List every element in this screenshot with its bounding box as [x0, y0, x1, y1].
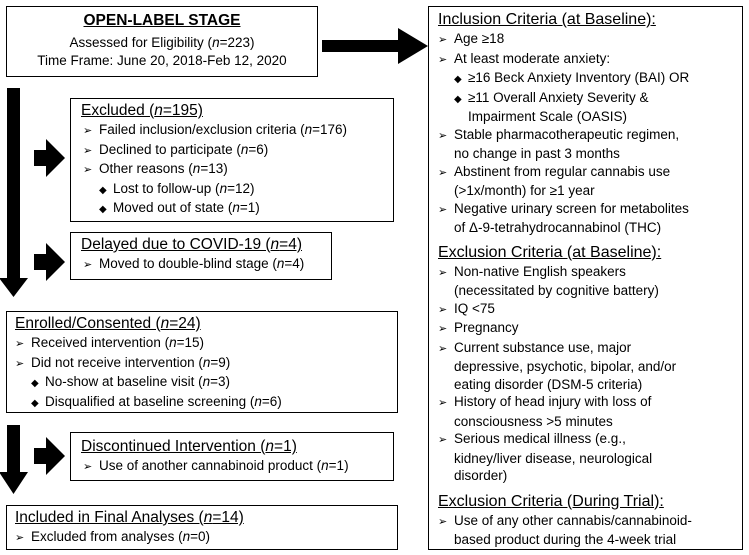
criteria-item: ➢ At least moderate anxiety:	[438, 50, 742, 70]
arrow-bullet-icon: ➢	[438, 303, 448, 316]
inclusion-list	[438, 30, 742, 237]
list-subitem: ◆ Lost to follow-up (n=12)	[99, 180, 255, 196]
enrolled-box	[6, 311, 398, 413]
arrow-bullet-icon: ➢	[438, 397, 448, 409]
criteria-box	[428, 6, 743, 550]
criteria-item: (>1x/month) for ≥1 year	[454, 183, 595, 198]
list-subitem: ◆ Moved out of state (n=1)	[99, 200, 260, 215]
criteria-item: ➢ IQ <75	[438, 300, 742, 320]
criteria-subitem: ◆ ≥16 Beck Anxiety Inventory (BAI) OR	[438, 69, 742, 89]
criteria-item: ➢ Negative urinary screen for metabolites	[438, 200, 742, 220]
exclusion-trial-list	[438, 512, 742, 549]
arrow-bullet-icon: ➢	[438, 323, 448, 335]
list-subitem: ◆ Disqualified at baseline screening (n=6)	[31, 393, 282, 409]
criteria-item: ➢ Non-native English speakers	[438, 263, 742, 283]
arrow-bullet-icon: ➢	[438, 53, 448, 66]
criteria-item: ➢ Abstinent from regular cannabis use	[438, 163, 742, 183]
list-item: ➢ Failed inclusion/exclusion criteria (n=176)	[83, 122, 348, 137]
list-item: ➢ Excluded from analyses (n=0)	[15, 529, 210, 544]
list-item: ➢ Other reasons (n=13)	[83, 161, 228, 176]
criteria-item: eating disorder (DSM-5 criteria)	[454, 376, 643, 392]
criteria-item: depressive, psychotic, bipolar, and/or	[454, 359, 677, 374]
excluded-box	[70, 98, 394, 222]
discontinued-title: Discontinued Intervention (n=1)	[81, 438, 297, 455]
arrow-bullet-icon: ➢	[438, 342, 448, 355]
arrow-down-second	[0, 425, 28, 494]
included-title: Included in Final Analyses (n=14)	[15, 509, 244, 526]
list-item: ➢ Did not receive intervention (n=9)	[15, 354, 231, 370]
list-item: ➢ Use of another cannabinoid product (n=1)	[83, 458, 349, 473]
criteria-item: disorder)	[454, 468, 508, 483]
discontinued-box	[70, 432, 394, 481]
arrow-bullet-icon: ➢	[438, 266, 448, 279]
exclusion-trial-title: Exclusion Criteria (During Trial):	[438, 492, 664, 510]
criteria-item: ➢ Use of any other cannabis/cannabinoid-	[438, 512, 742, 532]
open-label-title: OPEN-LABEL STAGE	[83, 12, 241, 29]
criteria-item: no change in past 3 months	[454, 146, 620, 161]
arrow-bullet-icon: ➢	[438, 166, 448, 179]
arrow-to-criteria	[322, 28, 428, 64]
criteria-subitem: ◆ ≥11 Overall Anxiety Severity &	[438, 89, 742, 109]
arrow-down-main	[0, 88, 28, 297]
arrow-bullet-icon: ➢	[438, 129, 448, 142]
list-item: ➢ Moved to double-blind stage (n=4)	[83, 256, 305, 271]
criteria-item: ➢ Stable pharmacotherapeutic regimen,	[438, 126, 742, 146]
criteria-item: (necessitated by cognitive battery)	[454, 283, 659, 298]
arrow-bullet-icon: ➢	[438, 34, 448, 46]
open-label-box	[6, 6, 318, 77]
enrolled-title: Enrolled/Consented (n=24)	[15, 315, 201, 332]
list-subitem: ◆ No-show at baseline visit (n=3)	[31, 374, 230, 389]
delayed-box	[70, 232, 332, 280]
arrow-bullet-icon: ➢	[438, 434, 448, 446]
criteria-item: ➢ Age ≥18	[438, 30, 742, 50]
list-item: ➢ Declined to participate (n=6)	[83, 141, 269, 157]
arrow-to-delayed	[34, 243, 65, 281]
list-item: ➢ Received intervention (n=15)	[15, 335, 204, 350]
excluded-title: Excluded (n=195)	[81, 102, 203, 119]
included-box	[6, 505, 398, 550]
criteria-item: consciousness >5 minutes	[454, 413, 613, 429]
diamond-bullet-icon: ◆	[454, 74, 462, 85]
exclusion-baseline-title: Exclusion Criteria (at Baseline):	[438, 243, 662, 261]
diamond-bullet-icon: ◆	[454, 93, 462, 105]
arrow-bullet-icon: ➢	[438, 515, 448, 528]
arrow-to-discontinued	[34, 437, 65, 475]
criteria-item: ➢ History of head injury with loss of	[438, 393, 742, 413]
criteria-item: based product during the 4-week trial	[454, 532, 677, 547]
arrow-bullet-icon: ➢	[438, 203, 448, 216]
criteria-item: ➢ Pregnancy	[438, 319, 742, 339]
criteria-subitem: Impairment Scale (OASIS)	[468, 109, 628, 124]
arrow-to-excluded	[34, 139, 65, 177]
inclusion-title: Inclusion Criteria (at Baseline):	[438, 11, 656, 28]
criteria-item: of Δ-9-tetrahydrocannabinol (THC)	[454, 220, 662, 235]
criteria-item: ➢ Serious medical illness (e.g.,	[438, 430, 742, 450]
criteria-item: ➢ Current substance use, major	[438, 339, 742, 359]
time-frame: Time Frame: June 20, 2018-Feb 12, 2020	[37, 52, 287, 68]
criteria-item: kidney/liver disease, neurological	[454, 450, 653, 466]
exclusion-baseline-list	[438, 263, 742, 485]
assessed-line: Assessed for Eligibility (n=223)	[69, 35, 255, 50]
delayed-title: Delayed due to COVID-19 (n=4)	[81, 236, 303, 253]
